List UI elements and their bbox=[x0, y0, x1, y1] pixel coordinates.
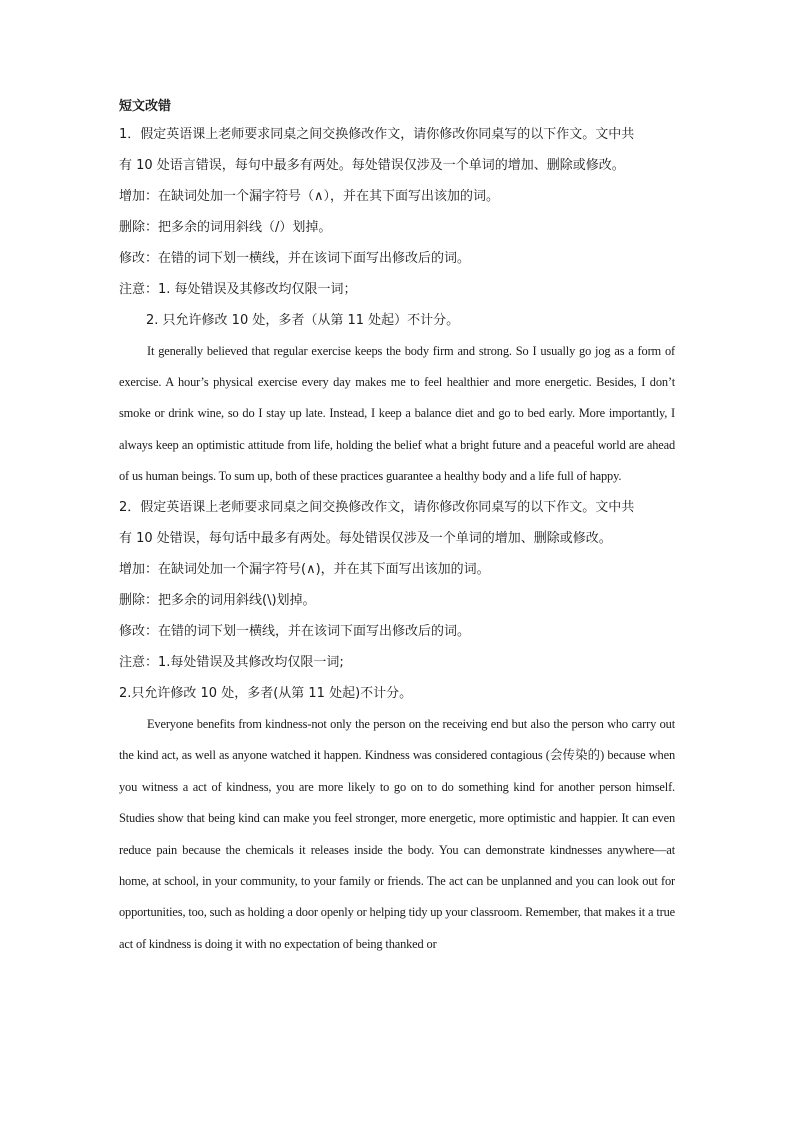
q2-instruction-line-2: 有 10 处错误，每句话中最多有两处。每处错误仅涉及一个单词的增加、删除或修改。 bbox=[119, 531, 612, 547]
q1-note-2: 2. 只允许修改 10 处，多者（从第 11 处起）不计分。 bbox=[146, 313, 460, 328]
q1-passage: It generally believed that regular exercise keeps the body firm and strong. So I usually go jog as a form of exercise. A hour’s physical exercise every day makes me to feel healthier and more energetic. Besides, I don’t smoke or drink wine, so do I stay up late. Instead, I keep a balance diet and go to bed early. More importantly, I always keep an optimistic attitude from life, holding the belief what a bright future and a peaceful world are ahead of us human beings. To sum up, both of these practices guarantee a healthy body and a life full of happy. bbox=[119, 344, 675, 483]
q2-note-1: 注意：1.每处错误及其修改均仅限一词; bbox=[119, 655, 344, 671]
question-1 bbox=[119, 119, 675, 492]
q2-rule-delete: 删除：把多余的词用斜线(\)划掉。 bbox=[119, 593, 316, 609]
document-page bbox=[119, 95, 675, 960]
q2-rule-modify: 修改：在错的词下划一横线，并在该词下面写出修改后的词。 bbox=[119, 624, 471, 640]
section-heading: 短文改错 bbox=[119, 99, 172, 114]
q1-instruction-line-1: 1．假定英语课上老师要求同桌之间交换修改作文，请你修改你同桌写的以下作文。文中共 bbox=[119, 127, 635, 142]
q2-passage: Everyone benefits from kindness-not only the person on the receiving end but also the person who carry out the kind act, as well as anyone watched it happen. Kindness was considered contagious (会传染的) because when you witness a act of kindness, you are more likely to go on to do something kind for another person himself. Studies show that being kind can make you feel stronger, more energetic, more optimistic and happier. It can even reduce pain because the chemicals it releases inside the body. You can demonstrate kindnesses anywhere—at home, at school, in your community, to your family or friends. The act can be unplanned and you can look out for opportunities, too, such as holding a door openly or helping tidy up your classroom. Remember, that makes it a true act of kindness is doing it with no expectation of being thanked or bbox=[119, 717, 675, 951]
q2-rule-add: 增加：在缺词处加一个漏字符号(∧)，并在其下面写出该加的词。 bbox=[119, 562, 490, 578]
q1-note-1: 注意：1. 每处错误及其修改均仅限一词； bbox=[119, 282, 357, 297]
q2-instruction-line-1: 2．假定英语课上老师要求同桌之间交换修改作文，请你修改你同桌写的以下作文。文中共 bbox=[119, 500, 635, 516]
q2-note-2: 2.只允许修改 10 处，多者(从第 11 处起)不计分。 bbox=[119, 686, 413, 702]
q1-rule-add: 增加：在缺词处加一个漏字符号（∧），并在其下面写出该加的词。 bbox=[119, 189, 500, 204]
question-2 bbox=[119, 492, 675, 960]
q1-instruction-line-2: 有 10 处语言错误，每句中最多有两处。每处错误仅涉及一个单词的增加、删除或修改。 bbox=[119, 158, 625, 173]
q1-rule-delete: 删除：把多余的词用斜线（/）划掉。 bbox=[119, 220, 332, 235]
q1-rule-modify: 修改：在错的词下划一横线，并在该词下面写出修改后的词。 bbox=[119, 251, 471, 266]
